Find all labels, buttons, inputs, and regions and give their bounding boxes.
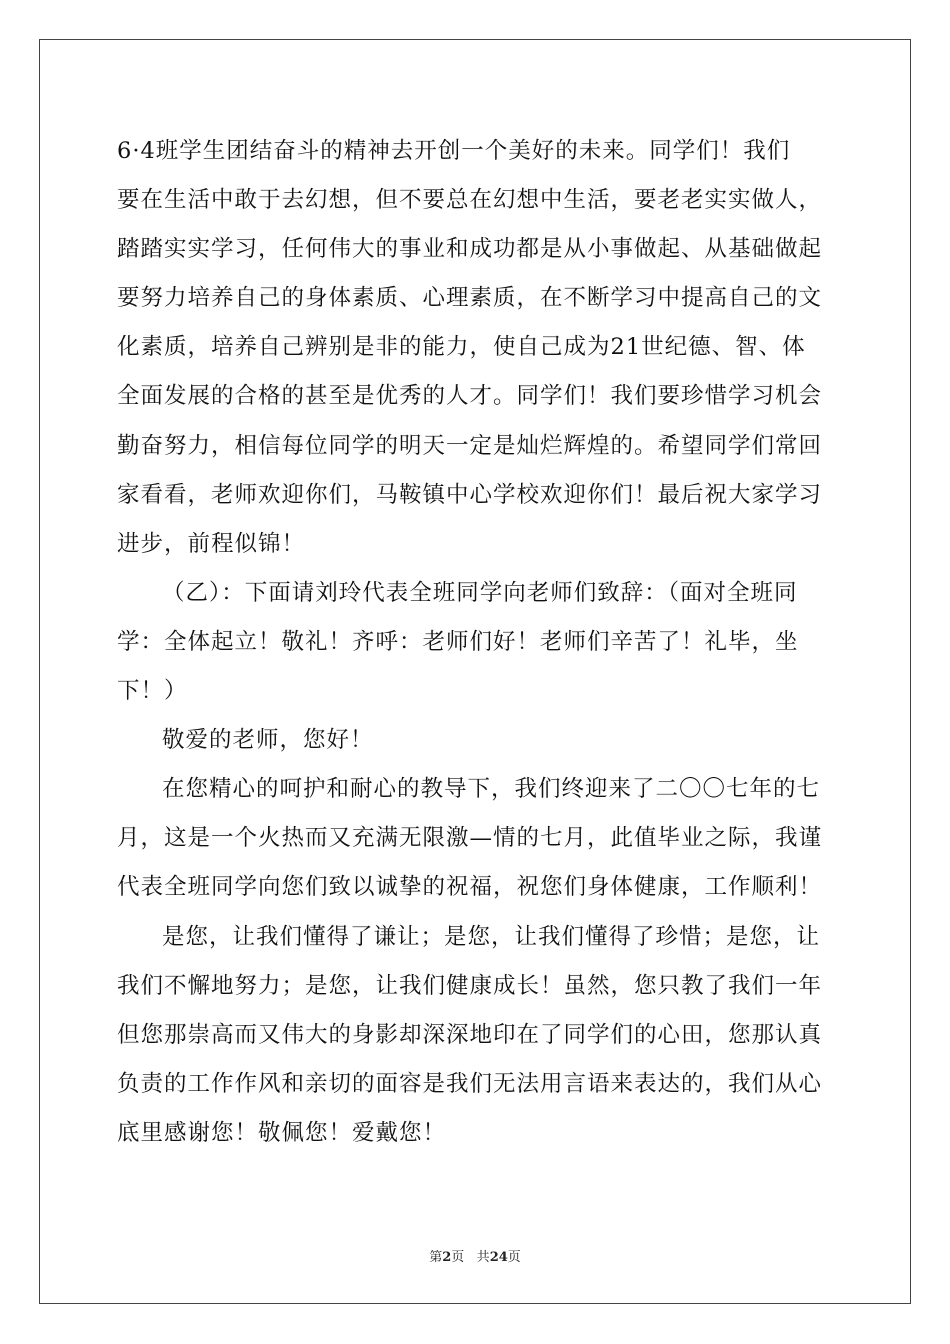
text-line: 敬爱的老师，您好！ — [162, 727, 374, 754]
text-line: 进步，前程似锦！ — [117, 530, 306, 557]
text-line: 是您，让我们懂得了谦让；是您，让我们懂得了珍惜；是您，让 — [162, 923, 821, 950]
text-line: 勤奋努力，相信每位同学的明天一定是灿烂辉煌的。希望同学们常回 — [117, 432, 823, 459]
text-line: 家看看，老师欢迎你们，马鞍镇中心学校欢迎你们！最后祝大家学习 — [117, 481, 823, 508]
text-line: 负责的工作作风和亲切的面容是我们无法用言语来表达的，我们从心 — [117, 1070, 823, 1097]
text-line: 我们不懈地努力；是您，让我们健康成长！虽然，您只教了我们一年 — [117, 972, 823, 999]
text-line: 底里感谢您！敬佩您！爱戴您！ — [117, 1119, 447, 1146]
total-page-count: 24 — [489, 1250, 508, 1265]
text-line: 6·4班学生团结奋斗的精神去开创一个美好的未来。同学们！我们 — [117, 138, 791, 164]
page-footer — [0, 1246, 950, 1265]
text-line: 要在生活中敢于去幻想，但不要总在幻想中生活，要老老实实做人， — [117, 187, 823, 214]
page-suffix: 页 — [451, 1250, 465, 1265]
total-prefix: 共 — [476, 1250, 490, 1265]
document-body — [117, 127, 839, 1158]
text-line: 但您那崇高而又伟大的身影却深深地印在了同学们的心田，您那认真 — [117, 1021, 823, 1048]
current-page-number: 2 — [442, 1250, 452, 1265]
text-line: 化素质，培养自己辨别是非的能力，使自己成为21世纪德、智、体 — [117, 334, 806, 361]
text-line: 全面发展的合格的甚至是优秀的人才。同学们！我们要珍惜学习机会 — [117, 383, 823, 410]
text-line: 月，这是一个火热而又充满无限激—情的七月，此值毕业之际，我谨 — [117, 825, 823, 852]
text-line: 下！） — [117, 678, 188, 705]
page-prefix: 第 — [429, 1250, 443, 1265]
text-line: 代表全班同学向您们致以诚挚的祝福，祝您们身体健康，工作顺利！ — [117, 874, 823, 901]
text-line: 学：全体起立！敬礼！齐呼：老师们好！老师们辛苦了！礼毕，坐 — [117, 628, 799, 655]
text-line: 踏踏实实学习，任何伟大的事业和成功都是从小事做起、从基础做起 — [117, 236, 823, 263]
text-line: 在您精心的呵护和耐心的教导下，我们终迎来了二〇〇七年的七 — [162, 776, 821, 803]
text-line: （乙）：下面请刘玲代表全班同学向老师们致辞：（面对全班同 — [162, 579, 798, 606]
text-line: 要努力培养自己的身体素质、心理素质，在不断学习中提高自己的文 — [117, 285, 823, 312]
total-suffix: 页 — [507, 1250, 521, 1265]
